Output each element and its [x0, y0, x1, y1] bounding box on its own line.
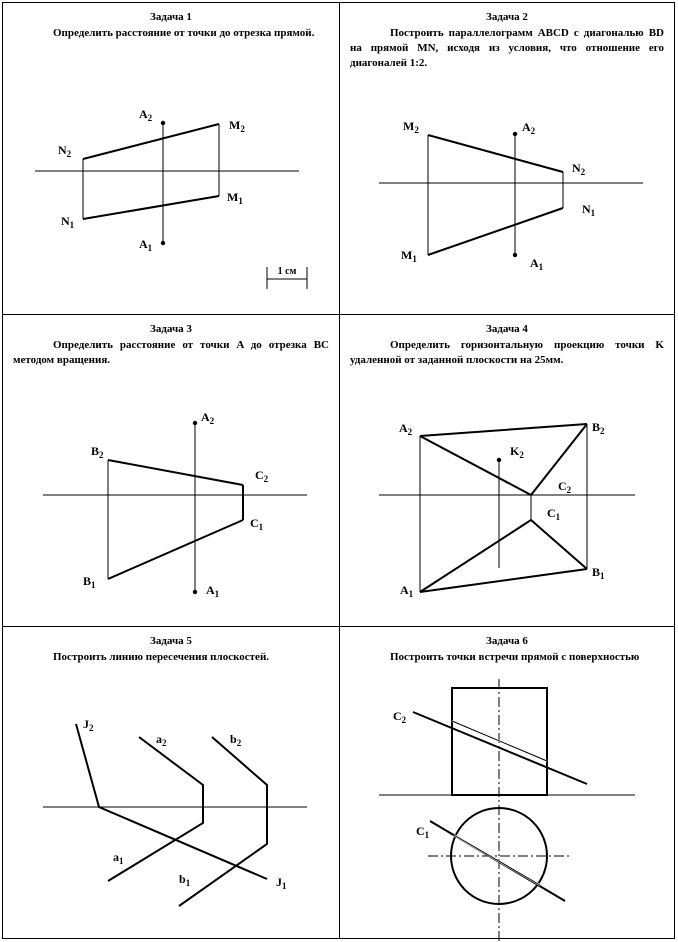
point-k2: [497, 458, 501, 462]
segment-mn-front: [83, 124, 219, 159]
task-5-cell: [3, 627, 339, 938]
label-n2: $N_2$: [58, 143, 72, 159]
point-a1: [193, 590, 197, 594]
task-1-cell: [3, 3, 339, 314]
label-c1: $C_1$: [547, 506, 561, 522]
label-n2: $N_2$: [572, 161, 586, 177]
task-6-text: Построить точки встречи прямой с поверхностью: [390, 651, 640, 663]
label-a1: $a_1$: [113, 850, 124, 866]
label-b1: $B_1$: [83, 574, 96, 590]
label-a2: $a_2$: [156, 732, 167, 748]
label-c1: $C_1$: [416, 824, 430, 840]
point-a1: [513, 253, 517, 257]
task-2-text: Построить параллелограмм ABCD с диагональю BD на прямой MN, исходя из условия, что отношение его диагоналей 1:2.: [350, 27, 664, 69]
scale-label: 1 см: [277, 266, 297, 277]
point-a2: [161, 121, 165, 125]
label-k2: $K_2$: [510, 444, 524, 460]
task-5-text: Построить линию пересечения плоскостей.: [53, 651, 270, 663]
line-c-top-inside: [454, 835, 540, 885]
task-2-cell: [340, 3, 674, 314]
task-3-title: Задача 3: [150, 323, 192, 335]
task-6-cell: [340, 627, 674, 938]
segment-bc-top: [108, 520, 243, 579]
label-m1: $M_1$: [227, 190, 243, 206]
label-c2: $C_2$: [558, 479, 572, 495]
label-c1: $C_1$: [250, 516, 264, 532]
task-4-cell: [340, 315, 674, 626]
task-2-title: Задача 2: [486, 11, 528, 23]
task-3-drawing: [3, 315, 339, 626]
task-6-drawing: [340, 627, 674, 938]
label-m2: $M_2$: [403, 119, 419, 135]
polyline-b: [179, 737, 267, 906]
task-1-text: Определить расстояние от точки до отрезка прямой.: [53, 27, 315, 39]
task-4-text: Определить горизонтальную проекцию точки K удаленной от заданной плоскости на 25мм.: [350, 339, 664, 366]
label-m2: $M_2$: [229, 118, 245, 134]
label-a2: $A_2$: [201, 410, 215, 426]
label-a2: $A_2$: [139, 107, 153, 123]
label-a2: $A_2$: [522, 120, 536, 136]
task-4-drawing: [340, 315, 674, 626]
label-a1: $A_1$: [206, 583, 220, 599]
segment-bc-front: [108, 460, 243, 485]
line-mn-top: [428, 208, 563, 255]
label-b2: $B_2$: [91, 444, 104, 460]
label-j2: $J_2$: [83, 717, 94, 733]
task-5-drawing: [3, 627, 339, 938]
plane-top-bc: [531, 520, 587, 569]
task-3-cell: [3, 315, 339, 626]
task-1-drawing: [3, 3, 339, 314]
label-n1: $N_1$: [61, 214, 75, 230]
label-b2: $B_2$: [592, 420, 605, 436]
label-a2: $A_2$: [399, 421, 413, 437]
line-c-front-outside-left: [413, 712, 587, 784]
segment-mn-top: [83, 196, 219, 219]
plane-top-ab: [420, 569, 587, 592]
task-grid: [2, 2, 675, 939]
task-5-title: Задача 5: [150, 635, 192, 647]
label-c2: $C_2$: [255, 468, 269, 484]
label-b1: $B_1$: [592, 565, 605, 581]
task-3-text: Определить расстояние от точки A до отрезка BC методом вращения.: [13, 339, 329, 366]
label-c2: $C_2$: [393, 709, 407, 725]
plane-top-ac: [420, 520, 531, 592]
task-1-title: Задача 1: [150, 11, 192, 23]
task-2-drawing: [340, 3, 674, 314]
label-j1: $J_1$: [276, 875, 287, 891]
label-a1: $A_1$: [530, 256, 544, 272]
label-b1: $b_1$: [179, 872, 191, 888]
label-n1: $N_1$: [582, 202, 596, 218]
label-b2: $b_2$: [230, 732, 242, 748]
task-4-title: Задача 4: [486, 323, 528, 335]
plane-front-ab: [420, 424, 587, 436]
task-6-title: Задача 6: [486, 635, 528, 647]
point-a2: [193, 421, 197, 425]
label-m1: $M_1$: [401, 248, 417, 264]
label-a1: $A_1$: [400, 583, 414, 599]
point-a2: [513, 132, 517, 136]
point-a1: [161, 241, 165, 245]
label-a1: $A_1$: [139, 237, 153, 253]
line-mn-front: [428, 135, 563, 172]
